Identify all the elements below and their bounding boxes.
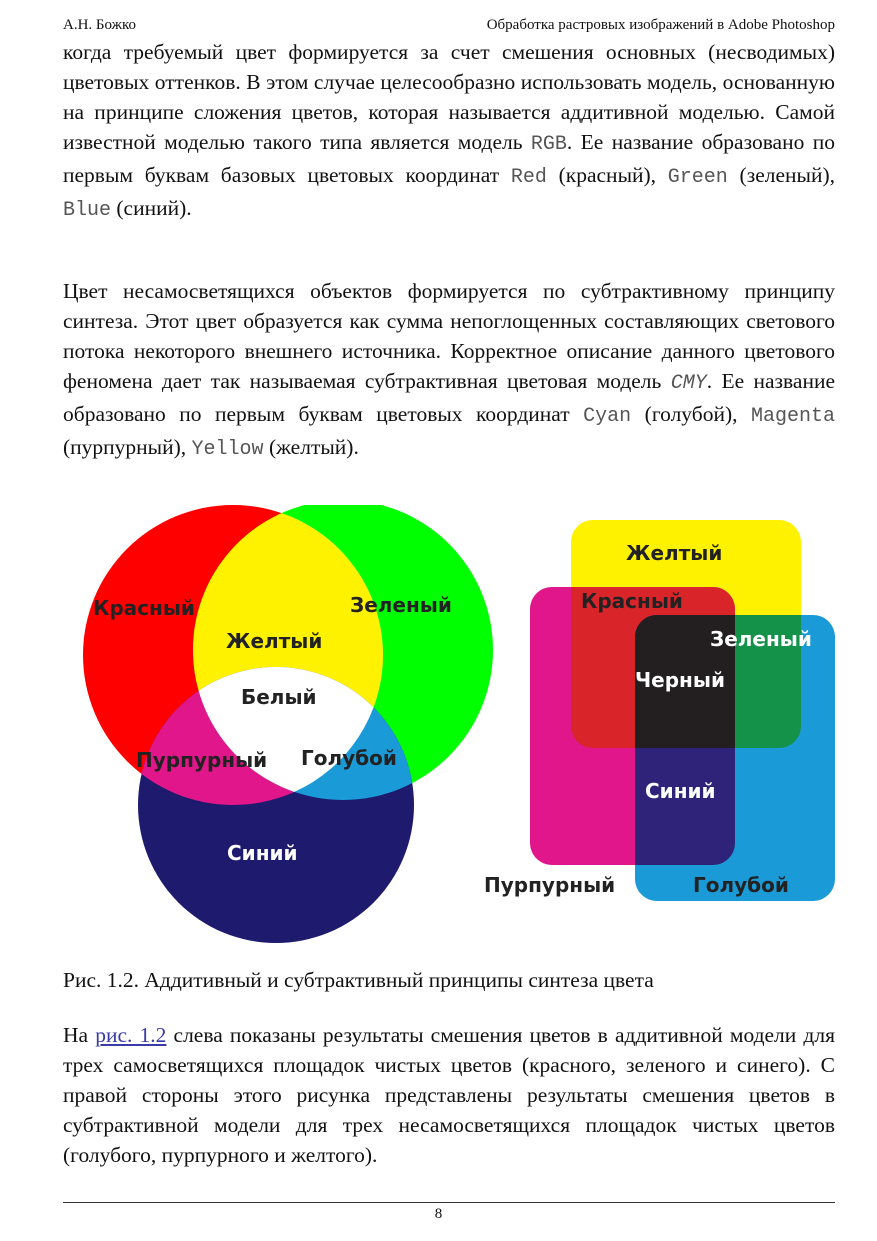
header-author: А.Н. Божко: [63, 17, 137, 33]
paragraph-subtractive-model: [63, 276, 835, 465]
figure-caption: Рис. 1.2. Аддитивный и субтрактивный принципы синтеза цвета: [63, 968, 654, 992]
label-green: Зеленый: [350, 593, 452, 617]
paragraph-text: . Ее название образовано по первым буквам базовых цветовых координат: [63, 130, 835, 187]
code-rgb: RGB: [530, 133, 567, 156]
label-blue: Синий: [227, 841, 298, 865]
paragraph-text: (красный),: [546, 163, 668, 187]
paragraph-text: когда требуемый цвет формируется за счет смешения основных (несводимых) цветовых оттенков. В этом случае целесообразно использовать модель, основанную на принципе сложения цветов, которая называется аддитивной моделью. Самой известной моделью такого типа является модель: [63, 40, 835, 154]
code-cmy: CMY: [670, 372, 707, 395]
label-sub-red: Красный: [581, 589, 683, 613]
label-red: Красный: [93, 596, 195, 620]
subtractive-diagram: [484, 520, 835, 901]
paragraph-text: Цвет несамосветящихся объектов формируется по субтрактивному принципу синтеза. Этот цвет образуется как сумма непоглощенных составляющих светового потока некоторого внешнего источника. Корректное описание данного цветового феномена дает так называемая субтрактивная цветовая модель: [63, 279, 835, 393]
label-sub-blue: Синий: [645, 779, 716, 803]
label-sub-cyan: Голубой: [693, 873, 789, 897]
label-sub-yellow: Желтый: [626, 541, 723, 565]
paragraph-text: (желтый).: [263, 435, 359, 459]
paragraph-text: (синий).: [111, 196, 192, 220]
code-blue: Blue: [63, 199, 112, 222]
label-sub-black: Черный: [635, 668, 725, 692]
code-yellow: Yellow: [191, 438, 264, 461]
label-cyan: Голубой: [301, 746, 397, 770]
header-book-title: Обработка растровых изображений в Adobe Photoshop: [486, 17, 835, 33]
label-white: Белый: [241, 685, 317, 709]
label-sub-green: Зеленый: [710, 627, 812, 651]
additive-diagram: [83, 505, 493, 943]
page-header: [63, 14, 835, 36]
page-number: 8: [434, 1206, 443, 1222]
paragraph-text: На: [63, 1023, 96, 1047]
footer-divider: [63, 1202, 835, 1203]
code-green: Green: [667, 166, 728, 189]
paragraph-text: . Ее название образовано по первым буквам цветовых координат: [63, 369, 835, 426]
label-yellow: Желтый: [226, 629, 323, 653]
figure-link[interactable]: рис. 1.2: [95, 1023, 167, 1047]
label-magenta: Пурпурный: [136, 748, 268, 772]
paragraph-text: (голубой),: [631, 402, 751, 426]
paragraph-text: слева показаны результаты смешения цветов в аддитивной модели для трех самосветящихся площадок чистых цветов (красного, зеленого и синего). С правой стороны этого рисунка представлены результаты смешения цветов в субтрактивной модели для трех несамосветящихся площадок чистых цветов (голубого, пурпурного и желтого).: [63, 1023, 835, 1167]
label-sub-magenta: Пурпурный: [484, 873, 616, 897]
code-magenta: Magenta: [750, 405, 835, 428]
color-synthesis-figure: [63, 505, 835, 950]
paragraph-text: (пурпурный),: [63, 435, 192, 459]
paragraph-additive-model: [63, 37, 835, 226]
paragraph-figure-description: [63, 1020, 835, 1170]
code-red: Red: [510, 166, 547, 189]
paragraph-text: (зеленый),: [727, 163, 836, 187]
code-cyan: Cyan: [583, 405, 632, 428]
